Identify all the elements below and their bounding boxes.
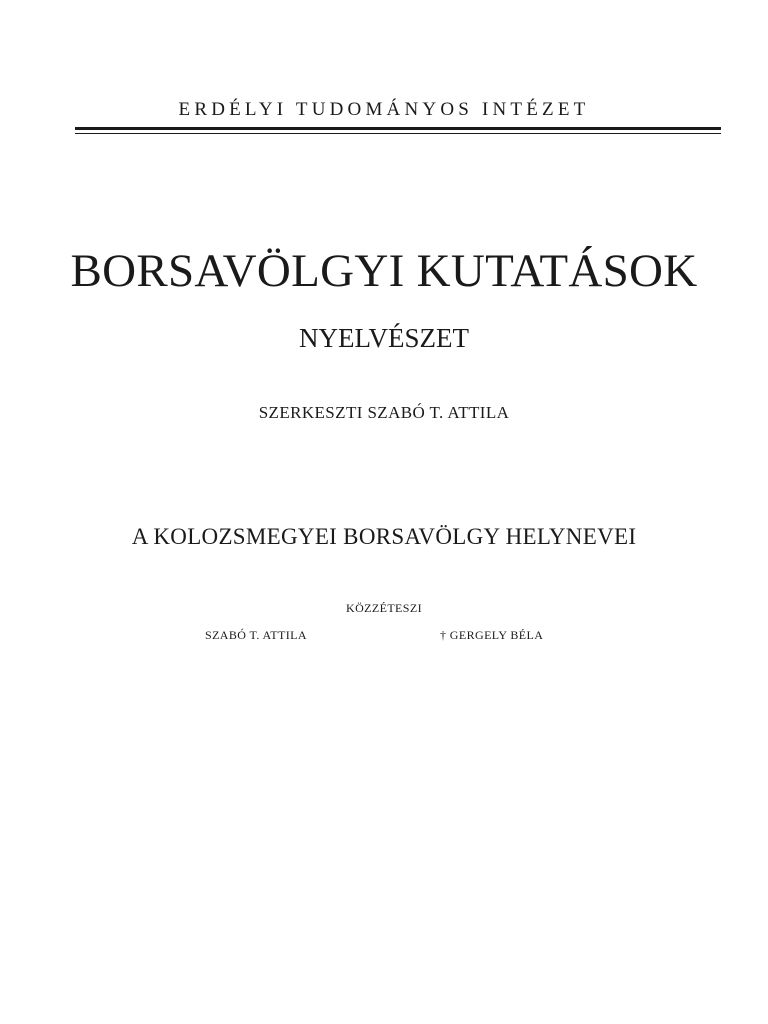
work-title: A KOLOZSMEGYEI BORSAVÖLGY HELYNEVEI: [131, 524, 637, 549]
series-title: BORSAVÖLGYI KUTATÁSOK: [70, 245, 698, 297]
author-2: † GERGELY BÉLA: [440, 628, 544, 642]
series-subtitle: NYELVÉSZET: [299, 323, 469, 353]
series-editor: SZERKESZTI SZABÓ T. ATTILA: [258, 403, 510, 422]
header-rule-thin: [75, 133, 721, 134]
author-1: SZABÓ T. ATTILA: [205, 628, 307, 642]
institute-name: ERDÉLYI TUDOMÁNYOS INTÉZET: [178, 99, 590, 120]
published-by-label: KÖZZÉTESZI: [346, 601, 422, 615]
header-rule-thick: [75, 127, 721, 130]
